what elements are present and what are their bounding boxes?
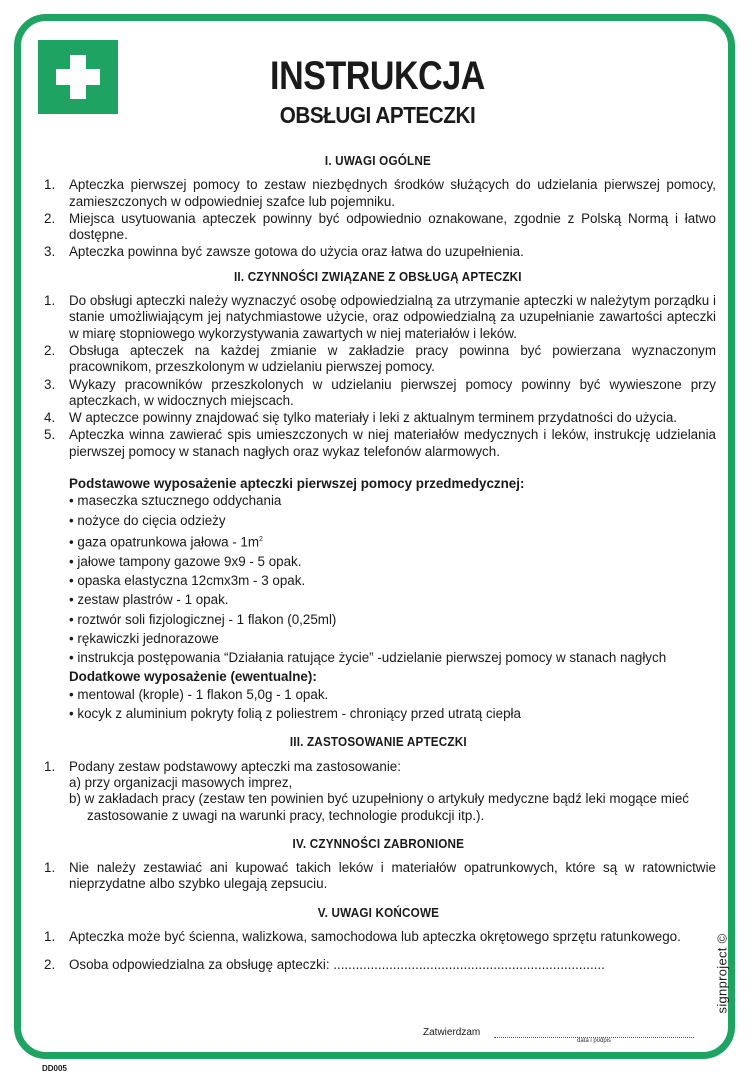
section-1-list <box>40 177 716 260</box>
section-5-list <box>40 929 716 974</box>
section-title-2: II. CZYNNOŚCI ZWIĄZANE Z OBSŁUGĄ APTECZKI <box>234 268 522 284</box>
product-code: DD005 <box>42 1064 67 1073</box>
section-4-list <box>40 860 716 893</box>
section-title-1: I. UWAGI OGÓLNE <box>324 153 432 168</box>
list-item: 2. Obsługa apteczek na każdej zmianie w zakładzie pracy powinna być powierzana wyznaczonym pracownikom, przeszkolonym w udzielaniu pierwszej pomocy. <box>44 342 716 375</box>
list-item: 2. Osoba odpowiedzialna za obsługę apteczki: ......................................................................... <box>44 957 605 973</box>
signature-caption: data i podpis <box>577 1038 612 1044</box>
equipment-item: • nożyce do cięcia odzieży <box>69 512 226 528</box>
list-item: 1. Podany zestaw podstawowy apteczki ma zastosowanie: a) przy organizacji masowych imprez, b) w zakładach pracy (zestaw ten powinien być uzupełniony o artykuły medyczne bądź leki mogące mieć zastosowanie z uwagi na warunki pracy, technologie produkcji itp.). <box>44 758 689 823</box>
list-item: 3. Apteczka powinna być zawsze gotowa do użycia oraz łatwa do uzupełnienia. <box>44 244 524 260</box>
equipment-item: • jałowe tampony gazowe 9x9 - 5 opak. <box>69 553 302 569</box>
equipment-item: • gaza opatrunkowa jałowa - $1m^2$ <box>69 534 263 550</box>
section-3-list <box>40 759 716 824</box>
list-item: 1. Do obsługi apteczki należy wyznaczyć osobę odpowiedzialną za utrzymanie apteczki w należytym porządku i stanie umożliwiającym jej natychmiastowe użycie, oraz odpowiedzialną za uzupełnianie zawartości apteczki w miarę stopniowego wykorzystywania zawartych w niej materiałów i leków. <box>44 293 716 341</box>
equipment-list <box>40 476 716 722</box>
list-item: 1. Apteczka pierwszej pomocy to zestaw niezbędnych środków służących do udzielania pierwszej pomocy, zamieszczonych w odpowiedniej szafce lub pojemniku. <box>44 177 716 209</box>
list-item: 2. Miejsca usytuowania apteczek powinny być odpowiednio oznakowane, zgodnie z Polską Normą i łatwo dostępne. <box>44 210 716 243</box>
approval-label: Zatwierdzam <box>423 1027 481 1038</box>
list-item: 1. Nie należy zestawiać ani kupować takich leków i materiałów opatrunkowych, które są w ratownictwie nieprzydatne albo szybko ulegają zepsuciu. <box>44 860 716 892</box>
section-title-5: V. UWAGI KOŃCOWE <box>317 904 439 920</box>
section-title-3: III. ZASTOSOWANIE APTECZKI <box>289 734 467 750</box>
equipment-item: • rękawiczki jednorazowe <box>69 630 219 646</box>
equipment-item: • zestaw plastrów - 1 opak. <box>69 592 229 608</box>
equipment-item: • maseczka sztucznego oddychania <box>69 493 282 509</box>
list-item: 1. Apteczka może być ścienna, walizkowa, samochodowa lub apteczka okrętowego sprzętu ratunkowego. <box>44 929 681 945</box>
page-title: INSTRUKCJA <box>270 54 485 98</box>
basic-equipment-header: Podstawowe wyposażenie apteczki pierwszej pomocy przedmedycznej: <box>69 476 525 492</box>
section-title-4: IV. CZYNNOŚCI ZABRONIONE <box>292 835 464 851</box>
equipment-item: • roztwór soli fizjologicznej - 1 flakon (0,25ml) <box>69 611 337 627</box>
equipment-item: • mentowal (krople) - 1 flakon 5,0g - 1 opak. <box>69 686 329 702</box>
equipment-item: • opaska elastyczna 12cmx3m - 3 opak. <box>69 573 306 588</box>
list-item: 5. Apteczka winna zawierać spis umieszczonych w niej materiałów medycznych i leków, instrukcję udzielania pierwszej pomocy w stanach nagłych oraz wykaz telefonów alarmowych. <box>44 427 716 459</box>
section-2-list <box>40 293 716 460</box>
page-subtitle: OBSŁUGI APTECZKI <box>279 102 476 128</box>
brand-mark: signproject © <box>714 933 730 1014</box>
extra-equipment-header: Dodatkowe wyposażenie (ewentualne): <box>69 669 317 685</box>
equipment-item: • instrukcja postępowania “Działania ratujące życie” -udzielanie pierwszej pomocy w stanach nagłych <box>69 650 667 666</box>
list-item: 4. W apteczce powinny znajdować się tylko materiały i leki z aktualnym terminem przydatności do użycia. <box>44 410 678 426</box>
list-item: 3. Wykazy pracowników przeszkolonych w udzielaniu pierwszej pomocy powinny być wywieszone przy apteczkach, w widocznych miejscach. <box>44 376 716 408</box>
instruction-body <box>40 145 716 975</box>
equipment-item: • kocyk z aluminium pokryty folią z poliestrem - chroniący przed utratą ciepła <box>69 706 521 722</box>
